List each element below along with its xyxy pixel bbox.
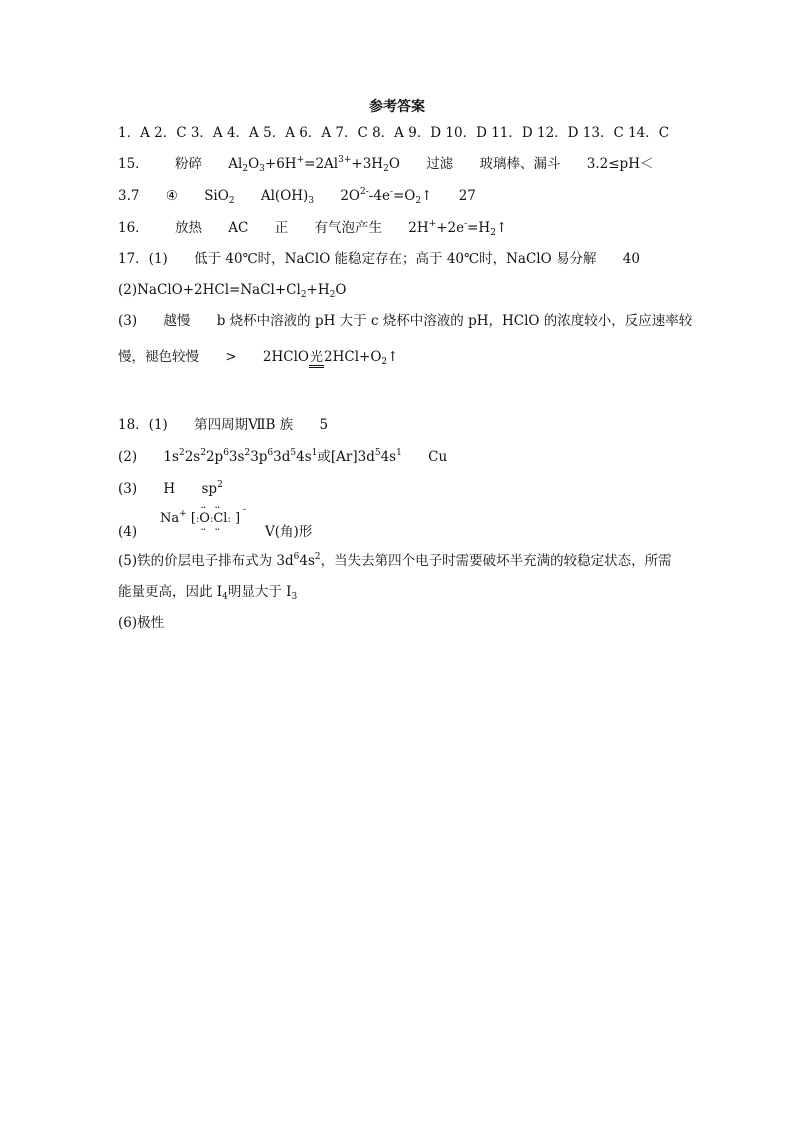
q18-1-answer-2: 5 <box>319 417 329 433</box>
q16-answer-1: 放热 <box>174 220 202 236</box>
reaction-condition: 光 <box>309 351 324 368</box>
q17-3-number: (3) <box>118 313 138 329</box>
q16-answer-5: $2H^++2e^-=H_2↑$ <box>408 219 508 238</box>
q18-5-explanation: (5)铁的价层电子排布式为 $3d^64s^2$，当失去第四个电子时需要破坏半充满的较稳定状态，所需 <box>118 552 672 569</box>
q15-answer-7: SiO$_2$ <box>204 188 235 206</box>
q18-1-answer-1: 第四周期ⅦB 族 <box>194 417 294 433</box>
q15-answer-8: $Al(OH)_3$ <box>260 188 315 206</box>
q18-4-number: (4) <box>118 524 138 540</box>
q18-3-number: (3) <box>118 481 138 497</box>
answer-line-q17-2 <box>118 280 346 300</box>
q17-2-equation: $(2)NaClO+2HCl=NaCl+Cl_2+H_2O$ <box>118 282 347 300</box>
answer-line-q17-3 <box>118 311 692 331</box>
answer-line-q17-3-cont <box>118 347 398 368</box>
q15-answer-3: 过滤 <box>426 156 454 172</box>
oxygen-atom: ·· O ·· <box>199 511 210 526</box>
q17-3-compare: > <box>225 349 237 365</box>
answer-line-q18-2 <box>118 447 447 467</box>
q18-2-number: (2) <box>118 449 138 465</box>
chlorine-atom: ·· Cl ·· <box>213 511 227 526</box>
answer-line-q16 <box>118 218 507 238</box>
bracket-open: [ <box>190 511 196 526</box>
q18-3-answer-2: $sp^2$ <box>201 480 223 497</box>
q17-3-answer: 越慢 <box>163 313 191 329</box>
page-title: 参考答案 <box>369 99 425 115</box>
q15-answer-4: 玻璃棒、漏斗 <box>479 156 561 172</box>
q17-3-reason-cont: 慢，褪色较慢 <box>118 349 199 365</box>
q15-answer-5: 3.2≤pH＜ <box>586 156 654 172</box>
q17-1-answer: 40 <box>622 251 640 267</box>
answer-line-q1 <box>118 123 669 143</box>
q15-answer-2: $Al_2O_3+6H^+=2Al^{3+}+3H_2O$ <box>228 155 400 174</box>
answer-line-q17-1 <box>118 249 640 269</box>
q18-6-answer: (6)极性 <box>118 615 165 631</box>
q16-answer-2: AC <box>228 220 249 236</box>
q16-answer-4: 有气泡产生 <box>314 220 382 236</box>
q15-answer-9: $2O^{2-}-4e^-=O_2↑$ <box>340 187 433 206</box>
q18-3-answer-1: H <box>163 481 176 497</box>
q15-answer-10: 27 <box>458 188 476 204</box>
q17-1-reason: 低于 40℃时，NaClO 能稳定存在；高于 40℃时，NaClO 易分解 <box>194 251 597 267</box>
q17-number: 17．(1) <box>118 251 168 267</box>
q17-3-equation: 2HClO光$2HCl+O_2↑$ <box>262 349 399 367</box>
q16-answer-3: 正 <box>274 220 289 236</box>
q18-2-answer-2: Cu <box>428 449 448 465</box>
answer-line-q18-5-cont <box>118 582 297 602</box>
answer-line-q18-1 <box>118 415 328 435</box>
q15-answer-1: 粉碎 <box>174 156 202 172</box>
q18-5-explanation-cont: 能量更高，因此 $I_4$明显大于 $I_3$ <box>118 584 298 602</box>
q15-answer-6: ④ <box>165 188 178 204</box>
anion-charge: - <box>242 505 247 515</box>
answer-line-q18-5 <box>118 551 672 571</box>
answer-line-q18-4 <box>118 522 137 542</box>
q1-answers: 1．A 2．C 3．A 4．A 5．A 6．A 7．C 8．A 9．D 10．D 11．D 12．D 13．C 14．C <box>118 125 670 141</box>
q15-answer-5b: 3.7 <box>118 188 140 204</box>
bracket-close: ] <box>234 511 241 526</box>
q18-4-shape-line <box>265 522 312 542</box>
q16-number: 16． <box>118 220 149 236</box>
q18-number: 18．(1) <box>118 417 168 433</box>
answer-line-q15 <box>118 154 653 174</box>
answer-line-q15-cont <box>118 186 476 206</box>
q15-number: 15． <box>118 156 149 172</box>
q18-2-configuration: $1s^22s^22p^63s^23p^63d^54s^1$或$[Ar]3d^54s^1$ <box>163 448 402 465</box>
answer-line-q18-6 <box>118 613 164 633</box>
q17-3-reason: b 烧杯中溶液的 pH 大于 c 烧杯中溶液的 pH，HClO 的浓度较小，反应速率较 <box>216 313 693 329</box>
electron-dot-structure: Na+ [:·· O ··:·· Cl ··: ] - <box>160 511 240 526</box>
q18-4-shape: V(角)形 <box>265 524 313 540</box>
answer-line-q18-3 <box>118 479 223 499</box>
sodium-ion: Na+ <box>160 509 187 526</box>
